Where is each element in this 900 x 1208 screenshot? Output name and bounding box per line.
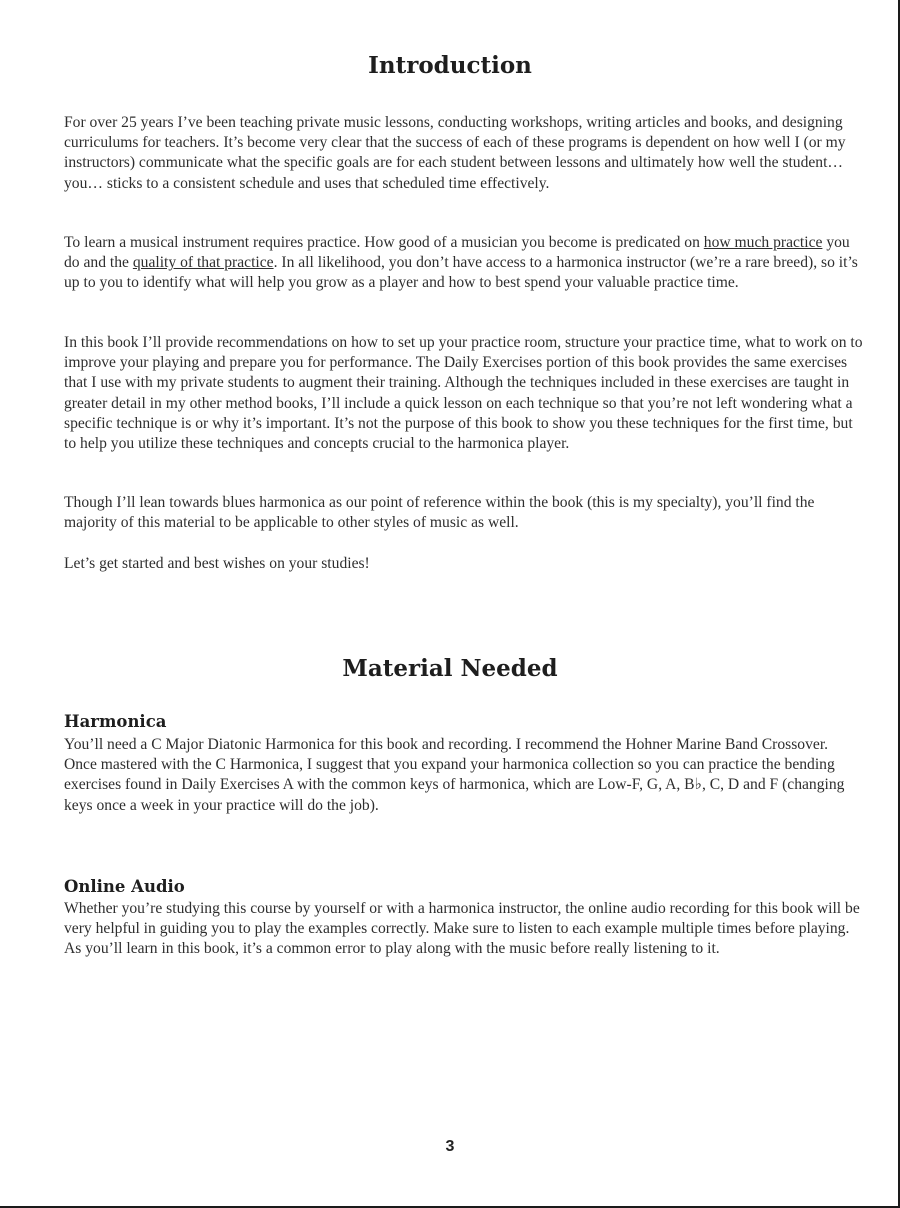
intro-paragraph-2-part-a: To learn a musical instrument requires practice. How good of a musician you become is predicated on [64, 234, 704, 251]
intro-paragraph-4: Though I’ll lean towards blues harmonica as our point of reference within the book (this is my specialty), you’ll find the majority of this material to be applicable to other styles of music as well. [64, 494, 815, 532]
online-audio-heading: Online Audio [64, 877, 185, 896]
material-needed-title: Material Needed [342, 655, 558, 682]
intro-paragraph-2-part-b: you do and the [64, 234, 850, 272]
introduction-title: Introduction [368, 52, 532, 79]
intro-paragraph-1: For over 25 years I’ve been teaching private music lessons, conducting workshops, writing articles and books, and designing curriculums for teachers. It’s become very clear that the success of each of these programs is dependent on how well I (or my instructors) communicate what the specific goals are for each student between lessons and ultimately how well the student… you… sticks to a consistent schedule and uses that scheduled time effectively. [64, 114, 846, 192]
page-number: 3 [445, 1138, 455, 1155]
intro-paragraph-3: In this book I’ll provide recommendations on how to set up your practice room, structure your practice time, what to work on to improve your playing and prepare you for performance. The Daily Exercises portion of this book provides the same exercises that I use with my private students to augment their training. Although the techniques included in these exercises are taught in greater detail in my other method books, I’ll include a quick lesson on each technique so that you’re not left wondering what a specific technique is or why it’s important. It’s not the purpose of this book to show you these techniques for the first time, but to help you utilize these techniques and concepts crucial to the harmonica player. [64, 334, 863, 453]
harmonica-paragraph: You’ll need a C Major Diatonic Harmonica for this book and recording. I recommend the Hohner Marine Band Crossover. Once mastered with the C Harmonica, I suggest that you expand your harmonica collection so you can practice the bending exercises found in Daily Exercises A with the common keys of harmonica, which are Low-F, G, A, B♭, C, D and F (changing keys once a week in your practice will do the job). [64, 736, 845, 814]
underlined-quality-of-practice: quality of that practice [132, 254, 274, 272]
underlined-how-much-practice: how much practice [703, 234, 823, 251]
intro-paragraph-2 [64, 233, 864, 294]
online-audio-paragraph: Whether you’re studying this course by yourself or with a harmonica instructor, the online audio recording for this book will be very helpful in guiding you to play the examples correctly. Make sure to listen to each example multiple times before playing. As you’ll learn in this book, it’s a common error to play along with the music before really listening to it. [64, 900, 860, 958]
intro-paragraph-5: Let’s get started and best wishes on your studies! [64, 555, 370, 572]
harmonica-heading: Harmonica [64, 712, 167, 731]
intro-paragraph-2-part-c: . In all likelihood, you don’t have access to a harmonica instructor (we’re a rare breed), so it’s up to you to identify what will help you grow as a player and how to best spend your valuable practice time. [64, 254, 858, 292]
